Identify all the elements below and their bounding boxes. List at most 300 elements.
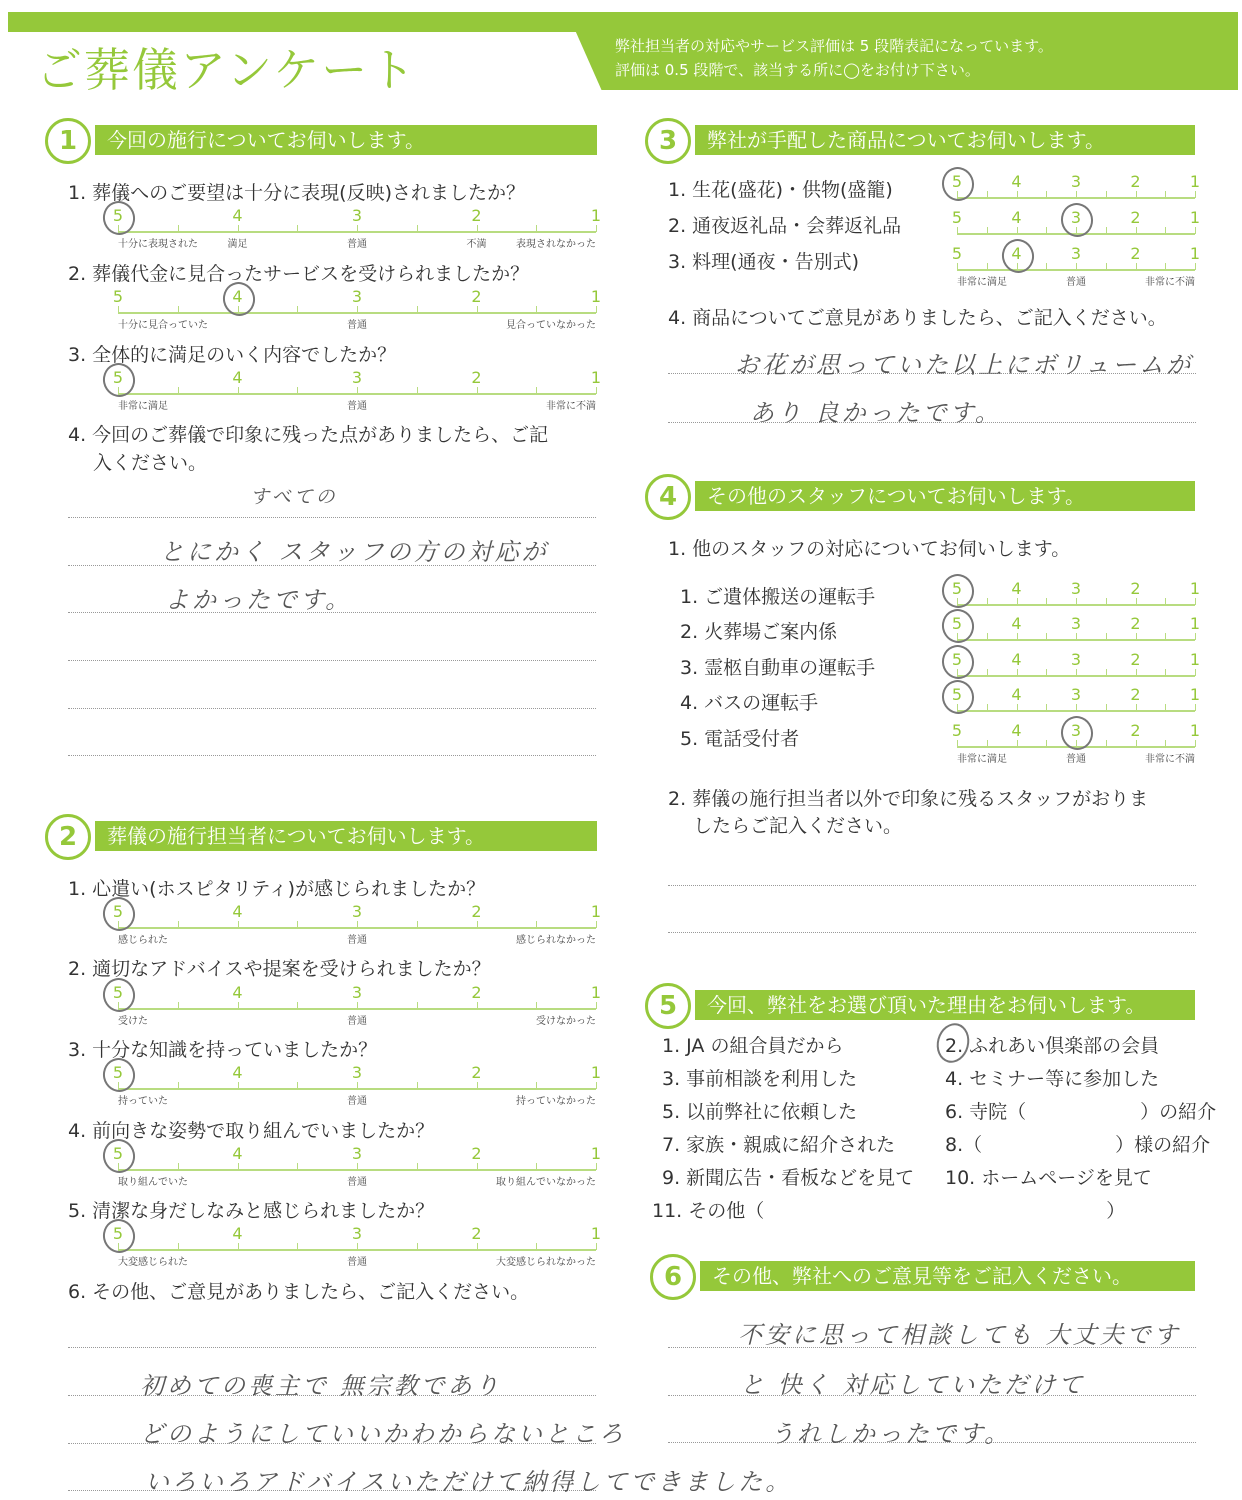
scale-number-4[interactable]: 4	[1011, 614, 1022, 633]
product-item-label: 3. 料理(通夜・告別式)	[668, 251, 859, 273]
scale-number-1[interactable]: 1	[590, 368, 602, 387]
scale-number-1[interactable]: 1	[1189, 721, 1201, 740]
section-number-badge: 6	[650, 1254, 696, 1300]
scale-tick	[1017, 704, 1018, 711]
scale-label: 感じられなかった	[516, 935, 596, 946]
scale-tick	[987, 191, 988, 198]
scale-label: 普通	[347, 239, 367, 250]
scale-label: 非常に満足	[118, 401, 168, 412]
scale-tick	[477, 1163, 478, 1170]
scale-tick	[238, 921, 239, 928]
handwritten-insertion: すべての	[250, 486, 338, 508]
scale-tick	[178, 921, 179, 928]
scale-number-4[interactable]: 4	[1011, 685, 1022, 704]
scale-tick	[596, 225, 597, 232]
scale-number-5[interactable]: 5	[951, 172, 963, 191]
scale-number-3[interactable]: 3	[1070, 579, 1082, 598]
instruction-line-2: 評価は 0.5 段階で、該当する所に◯をお付け下さい。	[615, 61, 980, 79]
scale-number-1[interactable]: 1	[1189, 650, 1201, 669]
scale-label: 受けなかった	[536, 1016, 596, 1027]
scale-tick	[1136, 598, 1137, 605]
scale-label: 普通	[347, 401, 367, 412]
reason-option[interactable]: 4. セミナー等に参加した	[945, 1068, 1160, 1090]
scale-tick	[238, 1082, 239, 1089]
scale-number-5[interactable]: 5	[951, 579, 963, 598]
scale-label: 普通	[347, 1177, 367, 1188]
question-text: 5. 清潔な身だしなみと感じられましたか？	[68, 1200, 435, 1222]
scale-label: 満足	[227, 239, 248, 250]
scale-number-1[interactable]: 1	[1189, 579, 1201, 598]
scale-number-1[interactable]: 1	[590, 287, 602, 306]
scale-tick	[596, 306, 597, 313]
scale-tick	[417, 921, 418, 928]
scale-number-2[interactable]: 2	[1130, 614, 1141, 633]
scale-number-2[interactable]: 2	[1130, 650, 1141, 669]
scale-tick	[178, 1163, 179, 1170]
scale-number-5[interactable]: 5	[951, 244, 963, 263]
comment-question: 4. 商品についてご意見がありましたら、ご記入ください。	[668, 307, 1167, 329]
scale-tick	[1106, 669, 1107, 676]
scale-tick	[536, 306, 537, 313]
scale-tick	[1106, 263, 1107, 270]
scale-tick	[238, 1163, 239, 1170]
scale-label: 普通	[347, 1096, 367, 1107]
scale-number-3[interactable]: 3	[1070, 614, 1082, 633]
scale-tick	[596, 387, 597, 394]
scale-tick	[477, 387, 478, 394]
scale-tick	[357, 921, 358, 928]
scale-tick	[357, 1082, 358, 1089]
scale-tick	[297, 1243, 298, 1250]
scale-tick	[178, 306, 179, 313]
section-number-badge: 2	[45, 814, 91, 860]
comment-question: 入ください。	[93, 452, 208, 474]
scale-tick	[1017, 669, 1018, 676]
scale-tick	[536, 1002, 537, 1009]
comment-question: 6. その他、ご意見がありましたら、ご記入ください。	[68, 1281, 530, 1303]
handwritten-comment: お花が思っていた以上にボリュームが	[735, 351, 1194, 379]
section-title: 弊社が手配した商品についてお伺いします。	[695, 125, 1195, 155]
scale-tick	[1195, 227, 1196, 234]
staff-item-label: 2. 火葬場ご案内係	[680, 621, 838, 643]
scale-number-3[interactable]: 3	[351, 902, 363, 921]
scale-tick	[238, 387, 239, 394]
scale-number-3[interactable]: 3	[1070, 685, 1082, 704]
scale-number-4[interactable]: 4	[1011, 650, 1022, 669]
scale-tick	[1076, 598, 1077, 605]
scale-number-4[interactable]: 4	[1011, 579, 1022, 598]
scale-tick	[1165, 704, 1166, 711]
scale-number-2[interactable]: 2	[471, 1063, 482, 1082]
reason-option[interactable]: 2. ふれあい倶楽部の会員	[945, 1035, 1160, 1057]
scale-label: 取り組んでいなかった	[496, 1177, 596, 1188]
product-item-label: 1. 生花(盛花)・供物(盛籠)	[668, 179, 893, 201]
scale-tick	[1017, 191, 1018, 198]
scale-number-1[interactable]: 1	[1189, 244, 1201, 263]
scale-tick	[1106, 191, 1107, 198]
scale-tick	[1106, 598, 1107, 605]
scale-number-2[interactable]: 2	[471, 1144, 482, 1163]
scale-number-3[interactable]: 3	[1070, 650, 1082, 669]
scale-number-5[interactable]: 5	[112, 1063, 124, 1082]
comment-ruled-line[interactable]	[68, 517, 596, 518]
scale-tick	[1106, 633, 1107, 640]
header-band	[8, 12, 1238, 32]
scale-number-5[interactable]: 5	[951, 650, 963, 669]
scale-tick	[1136, 704, 1137, 711]
scale-tick	[1046, 633, 1047, 640]
scale-tick	[536, 1163, 537, 1170]
handwritten-comment: どのようにしていいかわからないところ	[140, 1420, 626, 1448]
comment-ruled-line[interactable]	[668, 932, 1196, 933]
scale-tick	[987, 740, 988, 747]
scale-tick	[178, 225, 179, 232]
scale-number-5[interactable]: 5	[112, 287, 124, 306]
reason-option[interactable]: 7. 家族・親戚に紹介された	[662, 1134, 896, 1156]
scale-number-1[interactable]: 1	[590, 1224, 602, 1243]
comment-ruled-line[interactable]	[68, 1347, 596, 1348]
scale-number-3[interactable]: 3	[351, 1224, 363, 1243]
scale-number-2[interactable]: 2	[1130, 685, 1141, 704]
scale-tick	[596, 1243, 597, 1250]
scale-tick	[1165, 740, 1166, 747]
scale-number-3[interactable]: 3	[351, 287, 363, 306]
question-text: 1. 心遣い(ホスピタリティ)が感じられましたか？	[68, 878, 486, 900]
scale-number-1[interactable]: 1	[590, 1063, 602, 1082]
scale-label: 不満	[466, 239, 487, 250]
reason-option[interactable]: 6. 寺院（ ）の紹介	[945, 1101, 1217, 1123]
scale-number-5[interactable]: 5	[951, 685, 963, 704]
reason-option[interactable]: 11. その他（ ）	[652, 1200, 1126, 1222]
scale-tick	[1046, 704, 1047, 711]
scale-tick	[987, 598, 988, 605]
scale-tick	[1046, 669, 1047, 676]
scale-tick	[987, 227, 988, 234]
scale-number-5[interactable]: 5	[112, 1224, 124, 1243]
scale-label: 普通	[347, 1016, 367, 1027]
comment-ruled-line[interactable]	[668, 885, 1196, 886]
scale-tick	[957, 740, 958, 747]
scale-number-4[interactable]: 4	[1011, 208, 1022, 227]
scale-tick	[477, 1082, 478, 1089]
scale-number-5[interactable]: 5	[112, 1144, 124, 1163]
scale-tick	[1136, 227, 1137, 234]
question-text: 2. 適切なアドバイスや提案を受けられましたか？	[68, 958, 491, 980]
scale-label: 非常に不満	[1145, 754, 1195, 765]
staff-item-label: 4. バスの運転手	[680, 692, 819, 714]
reason-option[interactable]: 9. 新聞広告・看板などを見て	[662, 1167, 915, 1189]
scale-tick	[1017, 598, 1018, 605]
scale-tick	[1017, 227, 1018, 234]
scale-tick	[357, 387, 358, 394]
product-item-label: 2. 通夜返礼品・会葬返礼品	[668, 215, 902, 237]
scale-number-4[interactable]: 4	[232, 1224, 243, 1243]
scale-tick	[178, 1082, 179, 1089]
page-title: ご葬儀アンケート	[36, 43, 418, 97]
question-text: 3. 全体的に満足のいく内容でしたか？	[68, 344, 397, 366]
scale-number-3[interactable]: 3	[351, 1144, 363, 1163]
scale-tick	[987, 669, 988, 676]
scale-number-4[interactable]: 4	[232, 287, 243, 306]
scale-number-3[interactable]: 3	[1070, 721, 1082, 740]
scale-number-4[interactable]: 4	[232, 983, 243, 1002]
scale-tick	[1046, 598, 1047, 605]
section-number-badge: 5	[645, 983, 691, 1029]
scale-tick	[1046, 227, 1047, 234]
staff-item-label: 5. 電話受付者	[680, 728, 800, 750]
scale-tick	[297, 225, 298, 232]
scale-tick	[1165, 191, 1166, 198]
scale-tick	[596, 1163, 597, 1170]
scale-tick	[536, 225, 537, 232]
scale-number-1[interactable]: 1	[590, 902, 602, 921]
scale-tick	[1076, 704, 1077, 711]
reason-option[interactable]: 1. JA の組合員だから	[662, 1035, 844, 1057]
scale-label: 感じられた	[118, 935, 168, 946]
scale-number-5[interactable]: 5	[112, 983, 124, 1002]
scale-tick	[118, 306, 119, 313]
handwritten-comment: よかったです。	[165, 586, 353, 614]
scale-tick	[297, 1082, 298, 1089]
scale-tick	[957, 227, 958, 234]
scale-tick	[1195, 740, 1196, 747]
scale-label: 持っていなかった	[516, 1096, 596, 1107]
scale-number-5[interactable]: 5	[112, 368, 124, 387]
section-number-badge: 4	[645, 474, 691, 520]
scale-number-1[interactable]: 1	[590, 1144, 602, 1163]
scale-label: 非常に不満	[1145, 277, 1195, 288]
scale-tick	[957, 263, 958, 270]
scale-tick	[596, 921, 597, 928]
scale-label: 持っていた	[118, 1096, 168, 1107]
scale-number-2[interactable]: 2	[1130, 208, 1141, 227]
comment-question: したらご記入ください。	[693, 815, 903, 837]
scale-tick	[1195, 598, 1196, 605]
scale-tick	[536, 1243, 537, 1250]
handwritten-comment: 不安に思って相談しても 大丈夫です	[738, 1321, 1181, 1349]
scale-number-2[interactable]: 2	[471, 902, 482, 921]
scale-number-2[interactable]: 2	[471, 1224, 482, 1243]
scale-tick	[1106, 740, 1107, 747]
section-title: 今回、弊社をお選び頂いた理由をお伺いします。	[695, 990, 1195, 1020]
reason-option[interactable]: 3. 事前相談を利用した	[662, 1068, 858, 1090]
scale-label: 普通	[347, 320, 367, 331]
scale-label: 非常に満足	[957, 754, 1007, 765]
scale-label: 受けた	[118, 1016, 148, 1027]
scale-tick	[1195, 191, 1196, 198]
scale-number-3[interactable]: 3	[1070, 208, 1082, 227]
scale-number-3[interactable]: 3	[351, 206, 363, 225]
scale-tick	[987, 633, 988, 640]
staff-item-label: 3. 霊柩自動車の運転手	[680, 657, 876, 679]
scale-tick	[238, 225, 239, 232]
scale-label: 普通	[347, 1257, 367, 1268]
scale-tick	[987, 704, 988, 711]
scale-tick	[536, 387, 537, 394]
scale-tick	[1136, 669, 1137, 676]
question-text: 3. 十分な知識を持っていましたか？	[68, 1039, 378, 1061]
scale-tick	[1076, 263, 1077, 270]
scale-tick	[536, 1082, 537, 1089]
scale-tick	[1046, 191, 1047, 198]
staff-item-label: 1. ご遺体搬送の運転手	[680, 586, 876, 608]
scale-number-3[interactable]: 3	[1070, 172, 1082, 191]
scale-tick	[1195, 704, 1196, 711]
comment-ruled-line[interactable]	[68, 660, 596, 661]
scale-tick	[1195, 263, 1196, 270]
scale-tick	[357, 1163, 358, 1170]
reason-option[interactable]: 5. 以前弊社に依頼した	[662, 1101, 858, 1123]
scale-tick	[417, 1163, 418, 1170]
comment-ruled-line[interactable]	[68, 708, 596, 709]
handwritten-comment: と 快く 対応していただけて	[740, 1371, 1086, 1399]
scale-tick	[477, 921, 478, 928]
scale-number-5[interactable]: 5	[951, 208, 963, 227]
scale-tick	[357, 306, 358, 313]
scale-number-1[interactable]: 1	[590, 983, 602, 1002]
scale-tick	[417, 306, 418, 313]
scale-number-5[interactable]: 5	[112, 902, 124, 921]
scale-tick	[178, 1243, 179, 1250]
scale-tick	[1165, 633, 1166, 640]
scale-tick	[1017, 633, 1018, 640]
scale-number-2[interactable]: 2	[1130, 244, 1141, 263]
scale-tick	[417, 225, 418, 232]
reason-option[interactable]: 8.（ ）様の紹介	[945, 1134, 1211, 1156]
scale-tick	[1195, 633, 1196, 640]
scale-tick	[477, 1002, 478, 1009]
scale-tick	[477, 306, 478, 313]
instruction-line-1: 弊社担当者の対応やサービス評価は 5 段階表記になっています。	[615, 37, 1053, 55]
scale-label: 大変感じられなかった	[496, 1257, 596, 1268]
handwritten-circle-mark	[932, 1020, 973, 1067]
scale-label: 普通	[347, 935, 367, 946]
scale-label: 非常に不満	[546, 401, 596, 412]
scale-number-1[interactable]: 1	[1189, 172, 1201, 191]
scale-number-3[interactable]: 3	[351, 368, 363, 387]
handwritten-comment: あり 良かったです。	[750, 399, 1002, 427]
reason-option[interactable]: 10. ホームページを見て	[945, 1167, 1152, 1189]
scale-tick	[417, 1243, 418, 1250]
scale-number-2[interactable]: 2	[1130, 579, 1141, 598]
scale-tick	[1165, 598, 1166, 605]
scale-number-5[interactable]: 5	[112, 206, 124, 225]
scale-tick	[1136, 740, 1137, 747]
section-number-badge: 3	[645, 118, 691, 164]
scale-number-4[interactable]: 4	[1011, 244, 1022, 263]
scale-tick	[1165, 227, 1166, 234]
section-title: その他のスタッフについてお伺いします。	[695, 481, 1195, 511]
scale-number-1[interactable]: 1	[590, 206, 602, 225]
question-text: 2. 葬儀代金に見合ったサービスを受けられましたか？	[68, 263, 530, 285]
scale-number-3[interactable]: 3	[1070, 244, 1082, 263]
scale-number-5[interactable]: 5	[951, 721, 963, 740]
scale-tick	[1165, 263, 1166, 270]
scale-tick	[1046, 740, 1047, 747]
scale-tick	[477, 1243, 478, 1250]
scale-tick	[1076, 669, 1077, 676]
scale-number-4[interactable]: 4	[1011, 721, 1022, 740]
question-text: 1. 他のスタッフの対応についてお伺いします。	[668, 538, 1071, 560]
scale-tick	[536, 921, 537, 928]
scale-tick	[596, 1002, 597, 1009]
scale-tick	[297, 1002, 298, 1009]
scale-label: 十分に表現された	[118, 239, 198, 250]
scale-label: 普通	[1066, 277, 1086, 288]
scale-number-1[interactable]: 1	[1189, 208, 1201, 227]
scale-number-2[interactable]: 2	[1130, 172, 1141, 191]
scale-number-3[interactable]: 3	[351, 1063, 363, 1082]
scale-tick	[178, 1002, 179, 1009]
handwritten-comment: とにかく スタッフの方の対応が	[160, 538, 549, 566]
scale-label: 表現されなかった	[516, 239, 596, 250]
handwritten-comment: 初めての喪主で 無宗教であり	[140, 1372, 502, 1400]
scale-tick	[987, 263, 988, 270]
handwritten-comment: うれしかったです。	[770, 1420, 1012, 1448]
scale-number-2[interactable]: 2	[471, 368, 482, 387]
scale-tick	[297, 921, 298, 928]
scale-number-2[interactable]: 2	[1130, 721, 1141, 740]
scale-tick	[1136, 263, 1137, 270]
scale-tick	[417, 387, 418, 394]
scale-label: 十分に見合っていた	[118, 320, 208, 331]
scale-number-2[interactable]: 2	[471, 206, 482, 225]
comment-ruled-line[interactable]	[68, 755, 596, 756]
scale-tick	[297, 1163, 298, 1170]
scale-number-4[interactable]: 4	[232, 206, 243, 225]
comment-question: 4. 今回のご葬儀で印象に残った点がありましたら、ご記	[68, 424, 549, 446]
scale-number-2[interactable]: 2	[471, 287, 482, 306]
scale-tick	[1017, 740, 1018, 747]
scale-number-1[interactable]: 1	[1189, 614, 1201, 633]
scale-number-4[interactable]: 4	[232, 1063, 243, 1082]
scale-tick	[1165, 669, 1166, 676]
question-text: 1. 葬儀へのご要望は十分に表現(反映)されましたか？	[68, 182, 525, 204]
scale-number-4[interactable]: 4	[232, 902, 243, 921]
scale-tick	[238, 1002, 239, 1009]
scale-tick	[1046, 263, 1047, 270]
scale-tick	[477, 225, 478, 232]
question-text: 4. 前向きな姿勢で取り組んでいましたか？	[68, 1120, 435, 1142]
scale-tick	[238, 1243, 239, 1250]
section-title: 葬儀の施行担当者についてお伺いします。	[95, 821, 597, 851]
scale-number-4[interactable]: 4	[232, 368, 243, 387]
scale-tick	[357, 1002, 358, 1009]
section-number-badge: 1	[45, 118, 91, 164]
scale-tick	[1076, 633, 1077, 640]
scale-number-2[interactable]: 2	[471, 983, 482, 1002]
scale-number-4[interactable]: 4	[232, 1144, 243, 1163]
scale-number-3[interactable]: 3	[351, 983, 363, 1002]
scale-number-4[interactable]: 4	[1011, 172, 1022, 191]
scale-label: 大変感じられた	[118, 1257, 188, 1268]
scale-number-1[interactable]: 1	[1189, 685, 1201, 704]
scale-tick	[1136, 191, 1137, 198]
scale-tick	[417, 1002, 418, 1009]
section-title: その他、弊社へのご意見等をご記入ください。	[700, 1261, 1195, 1291]
scale-tick	[297, 387, 298, 394]
scale-tick	[1136, 633, 1137, 640]
scale-label: 非常に満足	[957, 277, 1007, 288]
scale-tick	[1195, 669, 1196, 676]
handwritten-comment: いろいろアドバイスいただけて納得してできました。	[145, 1468, 793, 1496]
scale-tick	[178, 387, 179, 394]
scale-number-5[interactable]: 5	[951, 614, 963, 633]
scale-tick	[297, 306, 298, 313]
scale-label: 普通	[1066, 754, 1086, 765]
scale-tick	[596, 1082, 597, 1089]
scale-label: 取り組んでいた	[118, 1177, 188, 1188]
